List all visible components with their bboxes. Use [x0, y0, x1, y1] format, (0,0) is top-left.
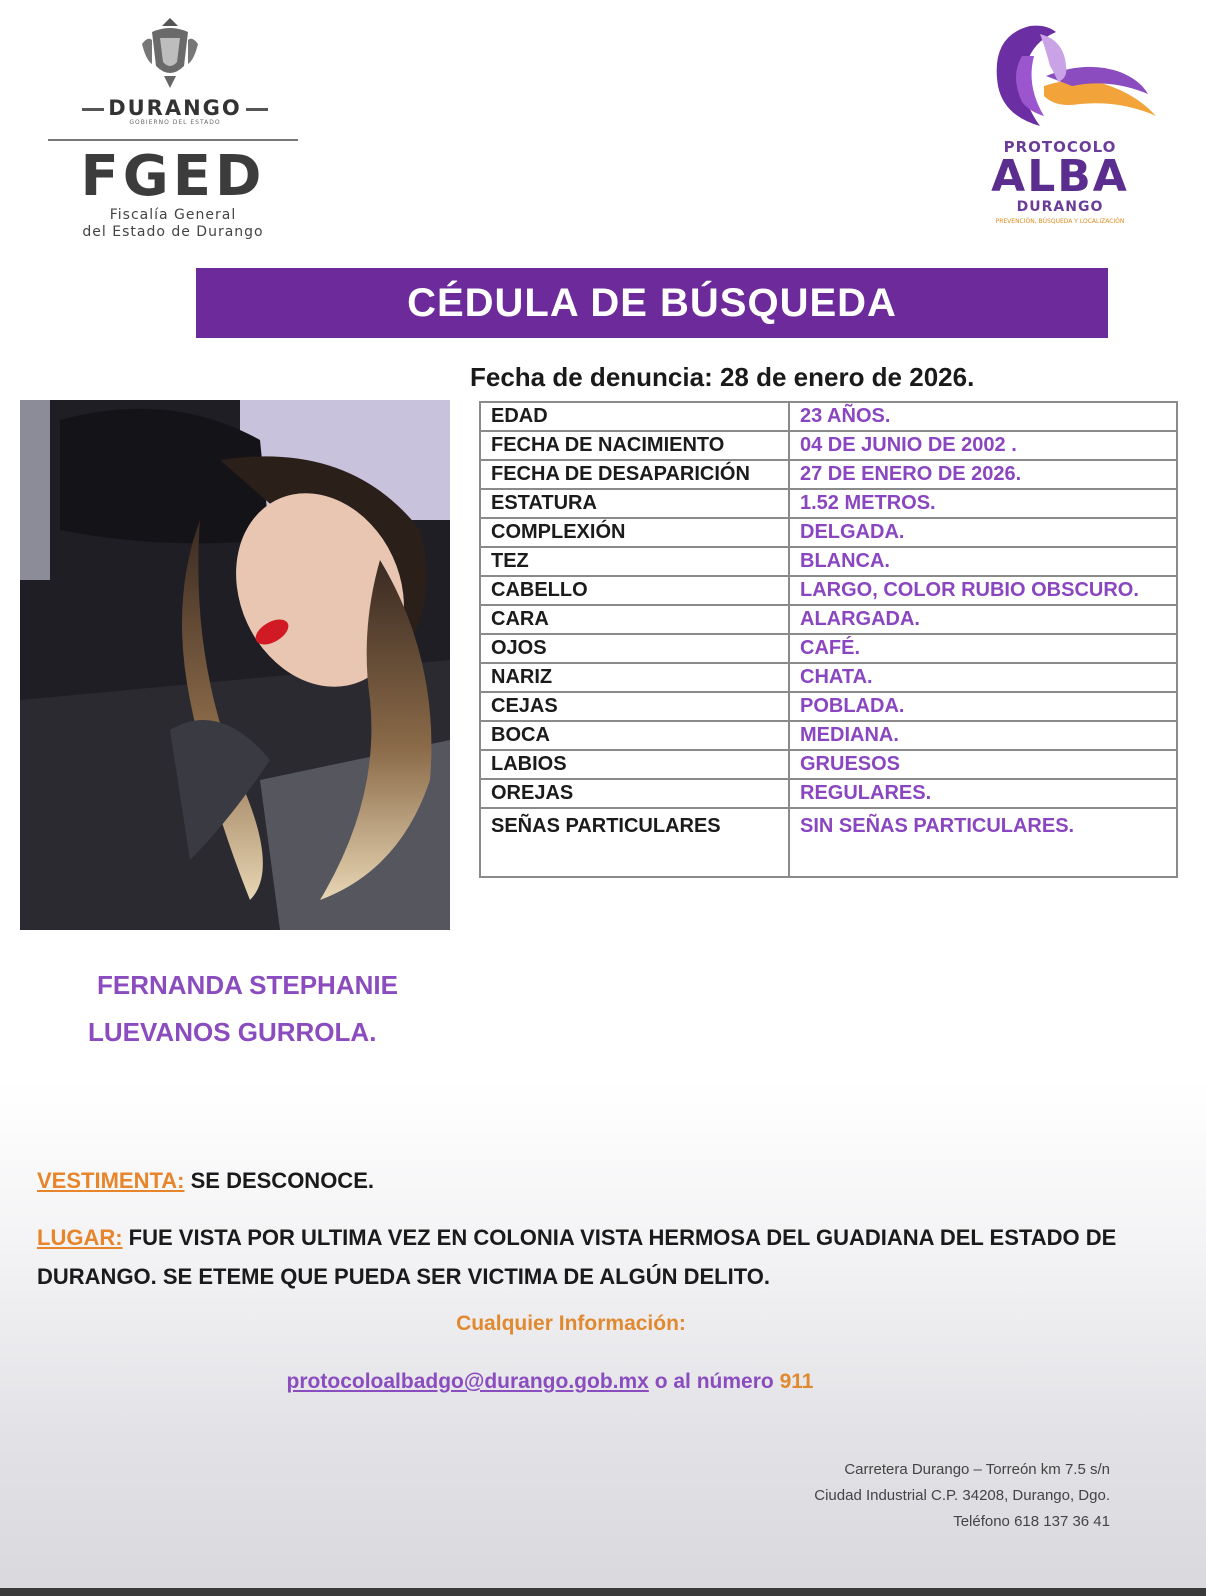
detail-label: SEÑAS PARTICULARES — [480, 808, 789, 877]
detail-value: CAFÉ. — [789, 634, 1177, 663]
bottom-bar — [0, 1588, 1206, 1596]
detail-label: BOCA — [480, 721, 789, 750]
details-table — [479, 401, 1178, 878]
report-date: Fecha de denuncia: 28 de enero de 2026. — [470, 362, 975, 392]
alba-protocolo: PROTOCOLO — [1003, 138, 1117, 156]
person-name-line2: LUEVANOS GURROLA. — [88, 1017, 377, 1047]
table-row — [480, 605, 1177, 634]
fged-acronym: FGED — [80, 144, 266, 209]
contact-email-link[interactable]: protocoloalbadgo@durango.gob.mx — [286, 1370, 649, 1393]
durango-wordmark: DURANGO — [55, 96, 295, 120]
table-row — [480, 576, 1177, 605]
detail-label: ESTATURA — [480, 489, 789, 518]
durango-subtitle: GOBIERNO DEL ESTADO — [129, 119, 221, 126]
clothing-value: SE DESCONOCE. — [190, 1168, 374, 1193]
location-info — [37, 1218, 1177, 1296]
divider — [48, 139, 298, 141]
table-row — [480, 692, 1177, 721]
detail-label: CABELLO — [480, 576, 789, 605]
detail-value: SIN SEÑAS PARTICULARES. — [789, 808, 1177, 877]
detail-label: TEZ — [480, 547, 789, 576]
person-photo — [20, 400, 450, 930]
detail-value: 1.52 METROS. — [789, 489, 1177, 518]
fged-name-line1: Fiscalía General — [109, 207, 237, 223]
contact-line — [0, 1370, 1100, 1394]
detail-value: 27 DE ENERO DE 2026. — [789, 460, 1177, 489]
table-row — [480, 663, 1177, 692]
detail-label: NARIZ — [480, 663, 789, 692]
page-title: CÉDULA DE BÚSQUEDA — [407, 281, 897, 325]
location-value: FUE VISTA POR ULTIMA VEZ EN COLONIA VISTA HERMOSA DEL GUADIANA DEL ESTADO DE DURANGO. SE ETEME QUE PUEDA SER VICTIMA DE ALGÚN DELITO. — [37, 1225, 1117, 1289]
detail-value: 04 DE JUNIO DE 2002 . — [789, 431, 1177, 460]
detail-value: BLANCA. — [789, 547, 1177, 576]
detail-value: CHATA. — [789, 663, 1177, 692]
detail-label: FECHA DE NACIMIENTO — [480, 431, 789, 460]
table-row — [480, 460, 1177, 489]
table-row — [480, 779, 1177, 808]
alba-word: ALBA — [991, 151, 1129, 202]
table-row — [480, 547, 1177, 576]
detail-value: GRUESOS — [789, 750, 1177, 779]
detail-label: COMPLEXIÓN — [480, 518, 789, 547]
detail-label: EDAD — [480, 402, 789, 431]
table-row — [480, 634, 1177, 663]
title-banner — [196, 268, 1108, 338]
clothing-label: VESTIMENTA: — [37, 1168, 185, 1193]
alba-tagline: PREVENCIÓN, BÚSQUEDA Y LOCALIZACIÓN — [995, 218, 1125, 225]
location-label: LUGAR: — [37, 1225, 123, 1250]
table-row — [480, 750, 1177, 779]
alba-durango: DURANGO — [1016, 199, 1104, 215]
detail-label: CARA — [480, 605, 789, 634]
table-row — [480, 431, 1177, 460]
person-name-line1: FERNANDA STEPHANIE — [97, 970, 398, 1000]
table-row — [480, 721, 1177, 750]
clothing-info — [37, 1168, 374, 1194]
table-row — [480, 518, 1177, 547]
detail-value: ALARGADA. — [789, 605, 1177, 634]
detail-label: CEJAS — [480, 692, 789, 721]
address-line1: Carretera Durango – Torreón km 7.5 s/n — [844, 1461, 1110, 1478]
table-row — [480, 489, 1177, 518]
detail-label: OREJAS — [480, 779, 789, 808]
contact-connector: o al número — [654, 1370, 774, 1393]
address-line2: Ciudad Industrial C.P. 34208, Durango, Dgo. — [814, 1487, 1110, 1504]
detail-value: MEDIANA. — [789, 721, 1177, 750]
detail-label: LABIOS — [480, 750, 789, 779]
detail-value: DELGADA. — [789, 518, 1177, 547]
detail-value: POBLADA. — [789, 692, 1177, 721]
woman-profile-hair-icon — [960, 16, 1160, 136]
detail-label: FECHA DE DESAPARICIÓN — [480, 460, 789, 489]
contact-phone-number[interactable]: 911 — [779, 1370, 814, 1393]
portrait-image — [20, 400, 450, 930]
fged-name-line2: del Estado de Durango — [82, 224, 264, 240]
detail-label: OJOS — [480, 634, 789, 663]
detail-value: LARGO, COLOR RUBIO OBSCURO. — [789, 576, 1177, 605]
detail-value: REGULARES. — [789, 779, 1177, 808]
detail-value: 23 AÑOS. — [789, 402, 1177, 431]
table-row — [480, 402, 1177, 431]
coat-of-arms-icon — [138, 14, 202, 92]
address-phone: Teléfono 618 137 36 41 — [953, 1513, 1110, 1530]
contact-heading: Cualquier Información: — [456, 1312, 686, 1335]
table-row — [480, 808, 1177, 877]
